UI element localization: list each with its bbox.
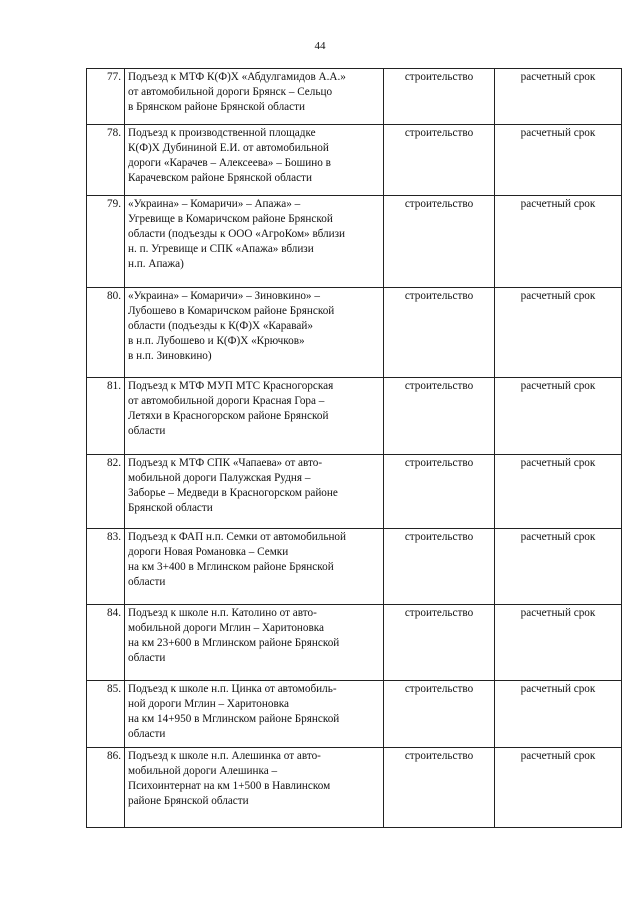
object-name: «Украина» – Комаричи» – Апажа» – Угревище в Комаричском районе Брянской области (подъезды к ООО «АгроКом» вблизи н. п. Угревище и СПК «Апажа» вблизи н.п. Апажа) [125, 196, 384, 288]
deadline: расчетный срок [495, 605, 622, 681]
table-row [87, 125, 622, 196]
object-name: Подъезд к МТФ К(Ф)Х «Абдулгамидов А.А.» от автомобильной дороги Брянск – Сельцо в Брянском районе Брянской области [125, 69, 384, 125]
objects-table [86, 68, 622, 828]
row-number: 84. [87, 605, 125, 681]
work-type: строительство [384, 455, 495, 529]
table-row [87, 748, 622, 828]
deadline: расчетный срок [495, 196, 622, 288]
table-row [87, 69, 622, 125]
work-type: строительство [384, 529, 495, 605]
work-type: строительство [384, 378, 495, 455]
row-number: 85. [87, 681, 125, 748]
deadline: расчетный срок [495, 681, 622, 748]
table-row [87, 288, 622, 378]
table-row [87, 196, 622, 288]
table-row [87, 605, 622, 681]
work-type: строительство [384, 196, 495, 288]
deadline: расчетный срок [495, 455, 622, 529]
object-name: Подъезд к ФАП н.п. Семки от автомобильной дороги Новая Романовка – Семки на км 3+400 в Мглинском районе Брянской области [125, 529, 384, 605]
deadline: расчетный срок [495, 125, 622, 196]
table-row [87, 378, 622, 455]
row-number: 78. [87, 125, 125, 196]
work-type: строительство [384, 605, 495, 681]
row-number: 86. [87, 748, 125, 828]
row-number: 83. [87, 529, 125, 605]
row-number: 81. [87, 378, 125, 455]
deadline: расчетный срок [495, 69, 622, 125]
object-name: Подъезд к МТФ СПК «Чапаева» от авто- мобильной дороги Палужская Рудня – Заборье – Медведи в Красногорском районе Брянской области [125, 455, 384, 529]
work-type: строительство [384, 748, 495, 828]
table-row [87, 455, 622, 529]
work-type: строительство [384, 69, 495, 125]
table-row [87, 529, 622, 605]
deadline: расчетный срок [495, 529, 622, 605]
object-name: Подъезд к школе н.п. Католино от авто- мобильной дороги Мглин – Харитоновка на км 23+600 в Мглинском районе Брянской области [125, 605, 384, 681]
object-name: Подъезд к школе н.п. Алешинка от авто- мобильной дороги Алешинка – Психоинтернат на км 1+500 в Навлинском районе Брянской области [125, 748, 384, 828]
work-type: строительство [384, 125, 495, 196]
object-name: Подъезд к МТФ МУП МТС Красногорская от автомобильной дороги Красная Гора – Летяхи в Красногорском районе Брянской области [125, 378, 384, 455]
deadline: расчетный срок [495, 378, 622, 455]
page-number: 44 [314, 40, 326, 52]
deadline: расчетный срок [495, 748, 622, 828]
work-type: строительство [384, 681, 495, 748]
row-number: 82. [87, 455, 125, 529]
work-type: строительство [384, 288, 495, 378]
object-name: Подъезд к школе н.п. Цинка от автомобиль- ной дороги Мглин – Харитоновка на км 14+950 в Мглинском районе Брянской области [125, 681, 384, 748]
table-row [87, 681, 622, 748]
object-name: «Украина» – Комаричи» – Зиновкино» – Лубошево в Комаричском районе Брянской области (подъезды к К(Ф)Х «Каравай» в н.п. Лубошево и К(Ф)Х «Крючков» в н.п. Зиновкино) [125, 288, 384, 378]
row-number: 77. [87, 69, 125, 125]
row-number: 79. [87, 196, 125, 288]
object-name: Подъезд к производственной площадке К(Ф)Х Дубининой Е.И. от автомобильной дороги «Карачев – Алексеева» – Бошино в Карачевском районе Брянской области [125, 125, 384, 196]
row-number: 80. [87, 288, 125, 378]
deadline: расчетный срок [495, 288, 622, 378]
